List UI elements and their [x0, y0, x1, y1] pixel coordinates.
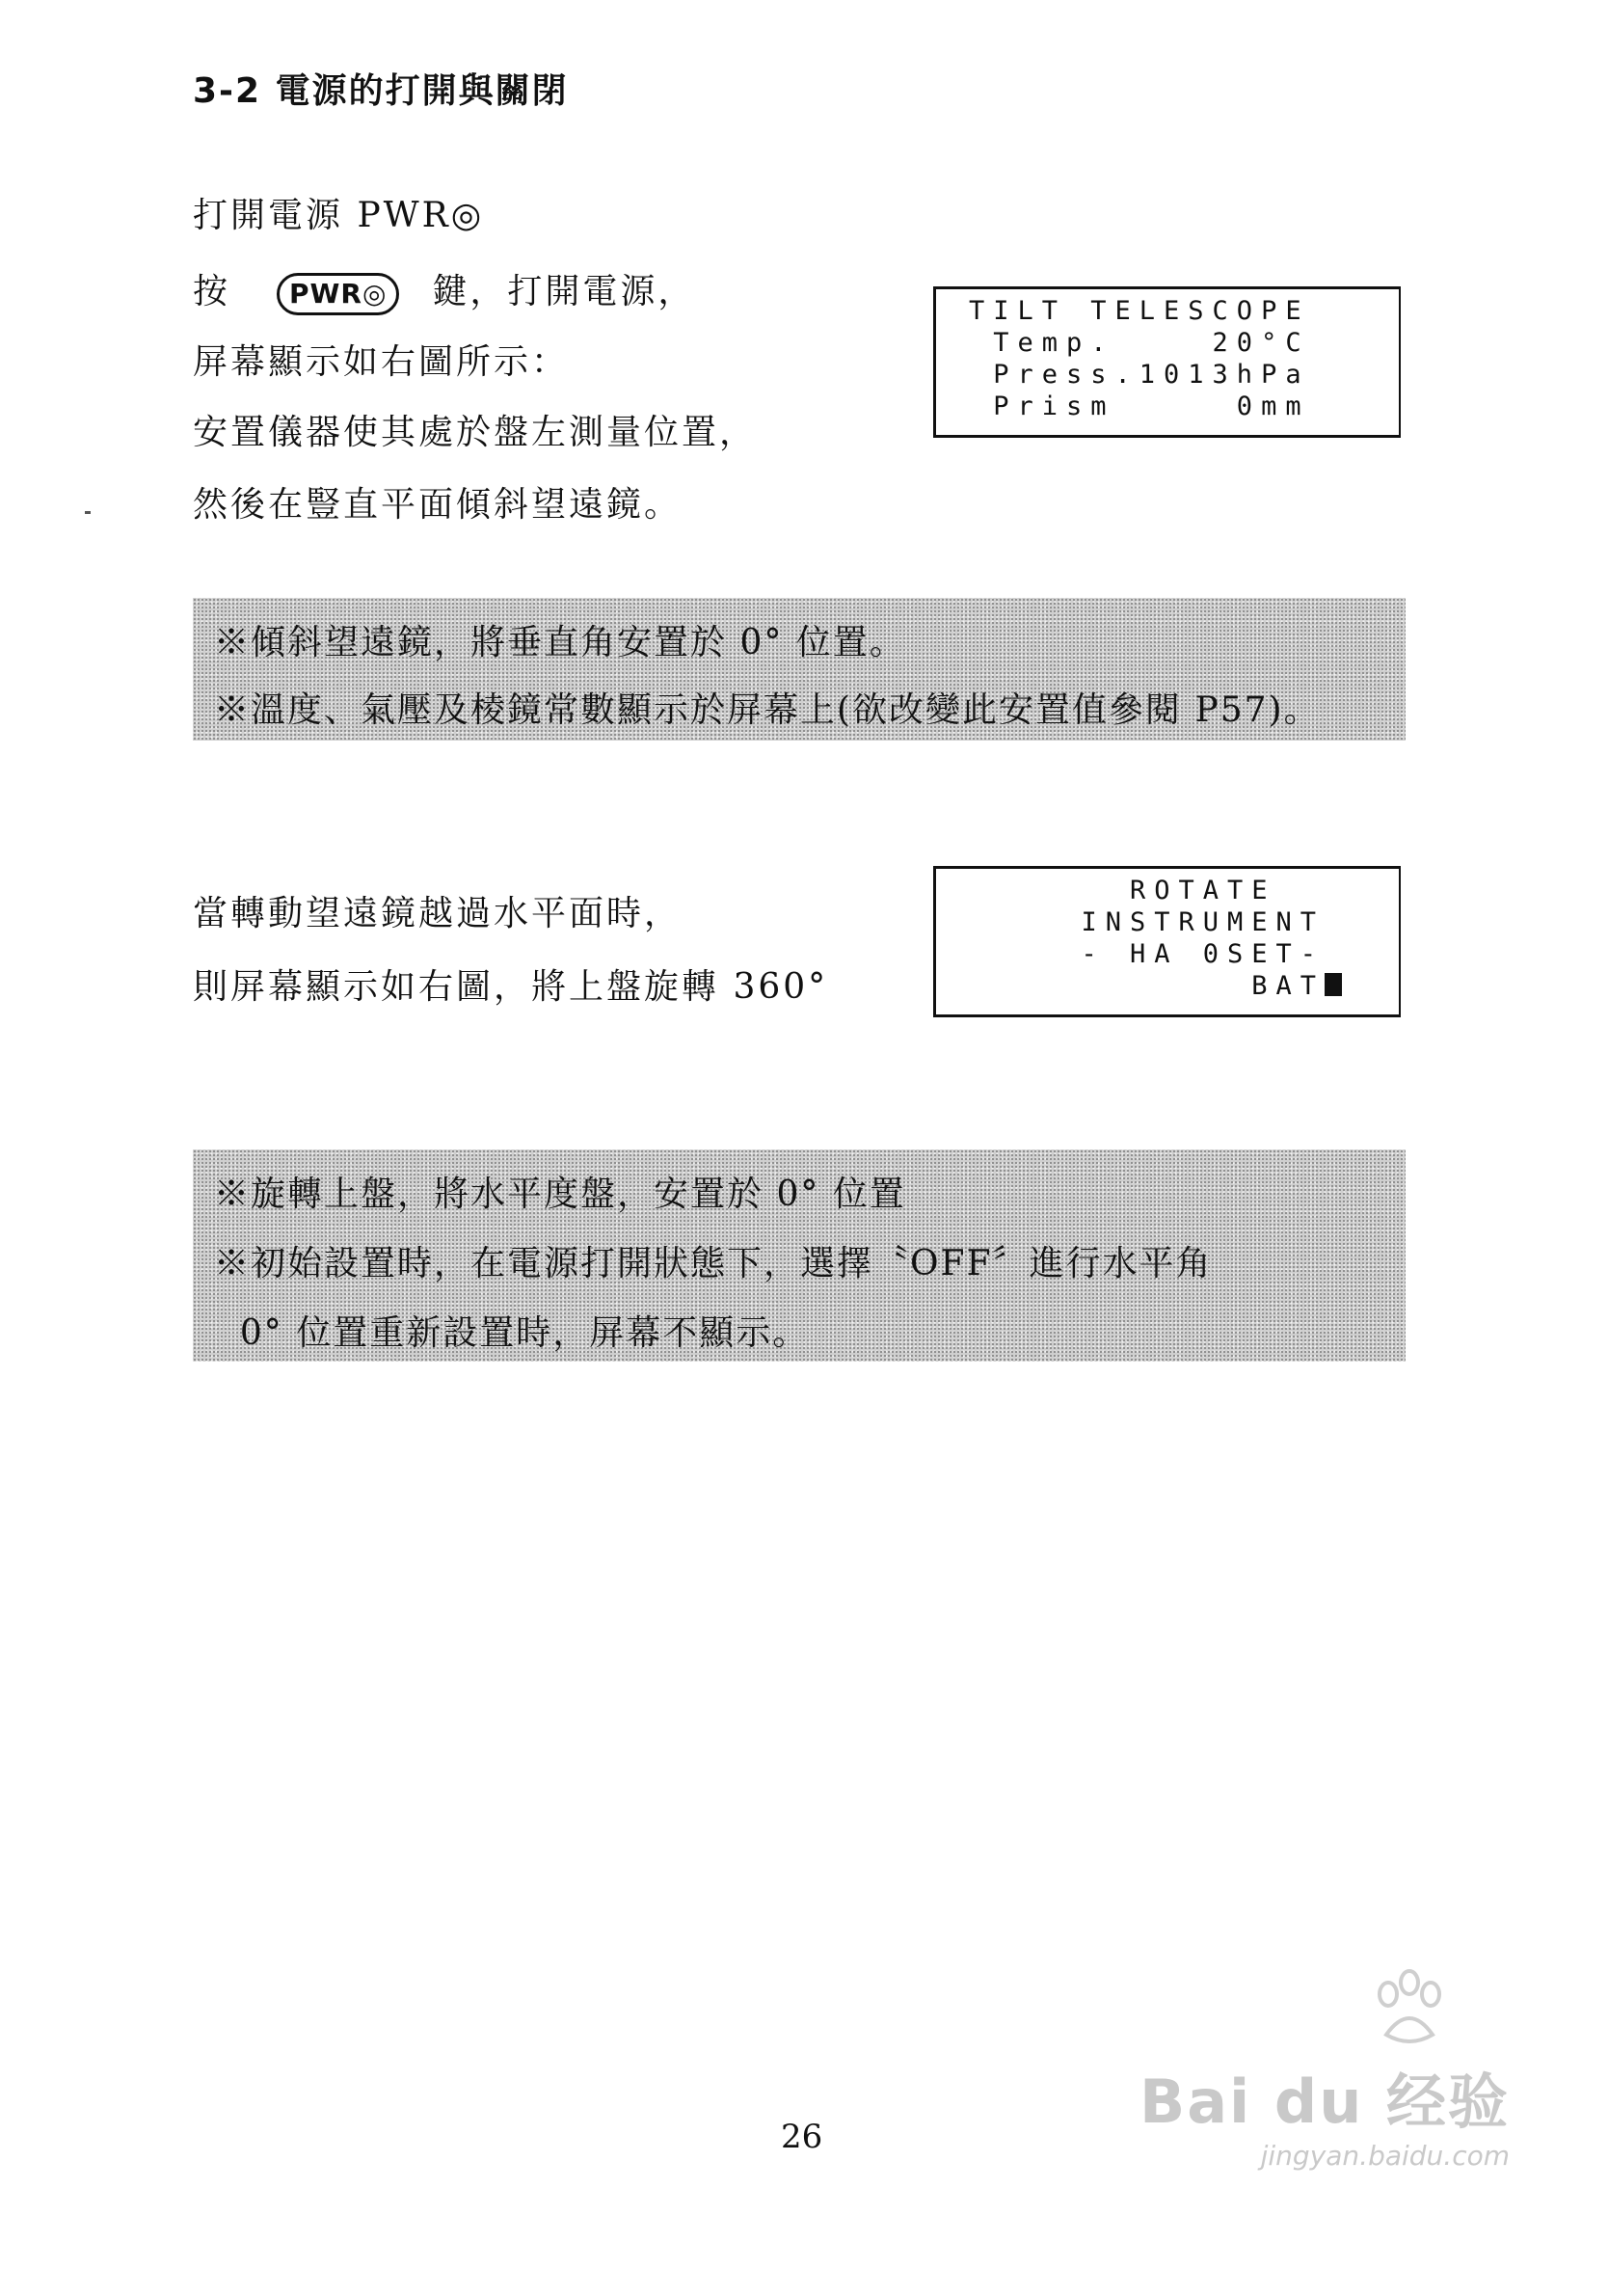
lcd-line: TILT TELESCOPE — [969, 296, 1310, 326]
note-line: ※傾斜望遠鏡，將垂直角安置於 0° 位置。 — [214, 623, 906, 662]
note-line: ※旋轉上盤，將水平度盤，安置於 0° 位置 — [214, 1175, 906, 1214]
lcd-display-tilt — [933, 286, 1401, 438]
lcd-line: Press.1013hPa — [969, 360, 1310, 390]
instruction-line-1: 打開電源 PWR◎ — [193, 196, 485, 235]
pwr-key-icon: PWR◎ — [277, 273, 399, 315]
stray-mark — [85, 511, 91, 514]
lcd-line: Temp. 20°C — [969, 328, 1310, 358]
instruction-line-5: 然後在豎直平面傾斜望遠鏡。 — [193, 485, 683, 525]
paw-logo-icon — [1367, 1967, 1454, 2054]
rotate-line-2: 則屏幕顯示如右圖，將上盤旋轉 360° — [193, 967, 829, 1007]
lcd-line: INSTRUMENT — [1032, 907, 1326, 937]
lcd-line: - HA 0SET- — [1032, 939, 1326, 969]
watermark-logo: Bai du 经验 — [1139, 2066, 1510, 2137]
note-box-2 — [193, 1149, 1406, 1362]
instruction-line-4: 安置儀器使其處於盤左測量位置， — [193, 413, 758, 452]
lcd-line: Prism 0mm — [969, 392, 1310, 421]
note-line: ※溫度、氣壓及棱鏡常數顯示於屏幕上(欲改變此安置值參閱 P57)。 — [214, 690, 1321, 730]
note-line: 0° 位置重新設置時，屏幕不顯示。 — [214, 1313, 810, 1353]
instruction-line-3: 屏幕顯示如右圖所示： — [193, 342, 570, 382]
instruction-prefix: 按 — [193, 272, 231, 311]
rotate-line-1: 當轉動望遠鏡越過水平面時， — [193, 894, 683, 933]
instruction-suffix: 鍵，打開電源， — [432, 272, 696, 311]
watermark — [1139, 2054, 1510, 2172]
lcd-display-rotate — [933, 866, 1401, 1017]
lcd-line — [1032, 970, 1399, 1002]
section-heading: 3-2 電源的打開與關閉 — [193, 71, 569, 111]
lcd-line: ROTATE — [1032, 876, 1276, 905]
battery-level-icon — [1325, 973, 1342, 996]
note-line: ※初始設置時，在電源打開狀態下，選擇〝OFF〞進行水平角 — [214, 1244, 1213, 1283]
page-number: 26 — [781, 2118, 823, 2156]
battery-label: BAT — [1032, 971, 1326, 1001]
instruction-line-2 — [193, 273, 695, 315]
note-box-1 — [193, 598, 1406, 741]
watermark-url: jingyan.baidu.com — [1260, 2140, 1510, 2172]
